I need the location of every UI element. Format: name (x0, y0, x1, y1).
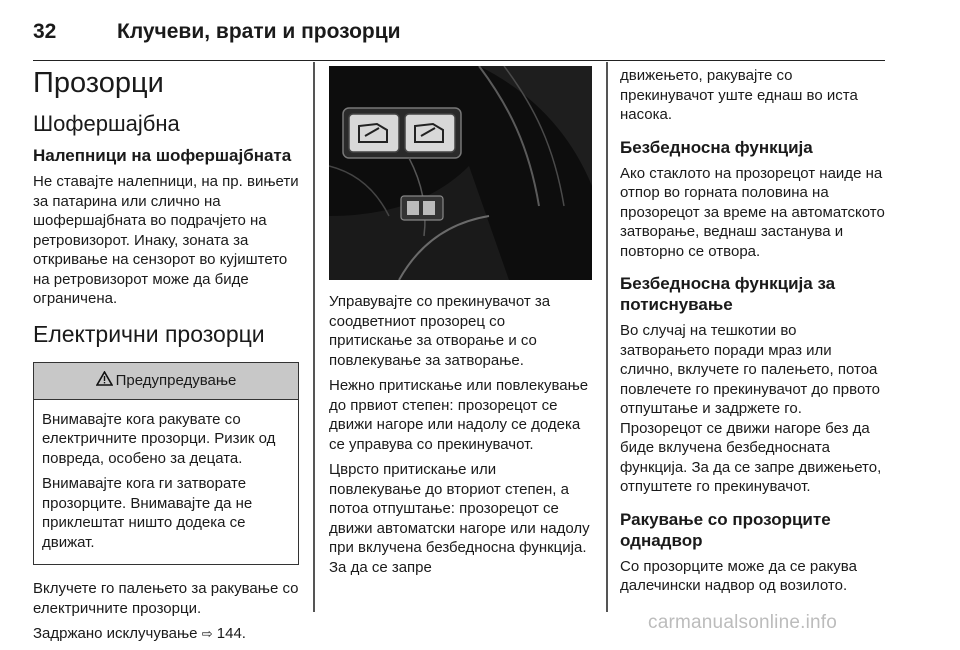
column-divider-right (606, 62, 608, 612)
warning-paragraph-1: Внимавајте кога ракувате со електричните прозорци. Ризик од повреда, особено за децата. (42, 410, 276, 467)
paragraph-operate-switch: Управувајте со прекинувачот за соодветниот прозорец со притискање за отворање и со повлекување за затворање. (329, 293, 551, 369)
heading-override: Безбедносна функција за потиснување (620, 274, 836, 314)
warning-box (33, 362, 299, 566)
door-panel-drawing (329, 66, 592, 280)
page-reference-link[interactable]: 144. (216, 625, 246, 642)
retained-power-text: Задржано исклучување (33, 625, 198, 642)
paragraph-remote-operation: Со прозорците може да се ракува далечински надвор од возилото. (620, 557, 857, 594)
paragraph-safety-function: Ако стаклото на прозорецот наиде на отпор во горната половина на прозорецот за време на автоматското затворање, веднаш застанува и повторно се отвора. (620, 164, 885, 260)
warning-title: Предупредување (115, 372, 237, 389)
warning-header (34, 363, 298, 400)
page-header (33, 20, 885, 61)
column-3 (620, 66, 886, 602)
column-1 (33, 66, 303, 650)
paragraph-gentle-press: Нежно притискање или повлекување до првиот степен: прозорецот се движи нагоре или надолу се додека се управува со прекинувачот. (329, 377, 589, 453)
column-2 (329, 66, 592, 583)
paragraph-override: Во случај на тешкотии во затворањето поради мраз или слично, вклучете го палењето, потоа повлечете го прекинувачот до првото отпуштање и задржете го. Прозорецот се движи нагоре без да биде вклучена безбедносната функција. За да се запре движењето, отпуштете го прекинувачот. (620, 322, 882, 495)
heading-stickers: Налепници на шофершајбната (33, 146, 292, 165)
subsection-windshield: Шофершајбна (33, 111, 180, 136)
section-title: Прозорци (33, 67, 164, 99)
page-reference-arrow-icon: ⇨ (201, 626, 213, 641)
warning-paragraph-2: Внимавајте кога ги затворате прозорците. Внимавајте да не приклештат ништо додека се движат. (42, 475, 253, 551)
chapter-title: Клучеви, врати и прозорци (117, 20, 401, 43)
heading-safety-function: Безбедносна функција (620, 137, 813, 157)
window-switch-illustration (329, 66, 592, 280)
page-number: 32 (33, 20, 57, 43)
watermark: carmanualsonline.info (648, 612, 838, 633)
paragraph-stickers: Не ставајте налепници, на пр. вињети за патарина или слично на шофершајбната во подрачјето на ретровизорот. Инаку, зоната за откривање на сензорот во кујиштето на ретровизорот може да биде ограничена. (33, 173, 299, 307)
subsection-electric-windows: Електрични прозорци (33, 320, 265, 347)
paragraph-firm-press: Цврсто притискање или повлекување до вториот степен, а потоа отпуштање: прозорецот се движи автоматски нагоре или надолу при вклучена безбедносна функција. За да се запре (329, 461, 590, 576)
window-switch-left-icon (349, 114, 399, 152)
heading-remote-operation: Ракување со прозорците однадвор (620, 509, 831, 550)
warning-body (34, 400, 298, 565)
warning-triangle-icon (96, 371, 113, 391)
window-switch-right-icon (405, 114, 455, 152)
column-divider-left (313, 62, 315, 612)
paragraph-retained-power (33, 624, 303, 644)
paragraph-continued: движењето, ракувајте со прекинувачот уште еднаш во иста насока. (620, 67, 858, 123)
paragraph-ignition: Вклучете го палењето за ракување со електричните прозорци. (33, 580, 299, 617)
